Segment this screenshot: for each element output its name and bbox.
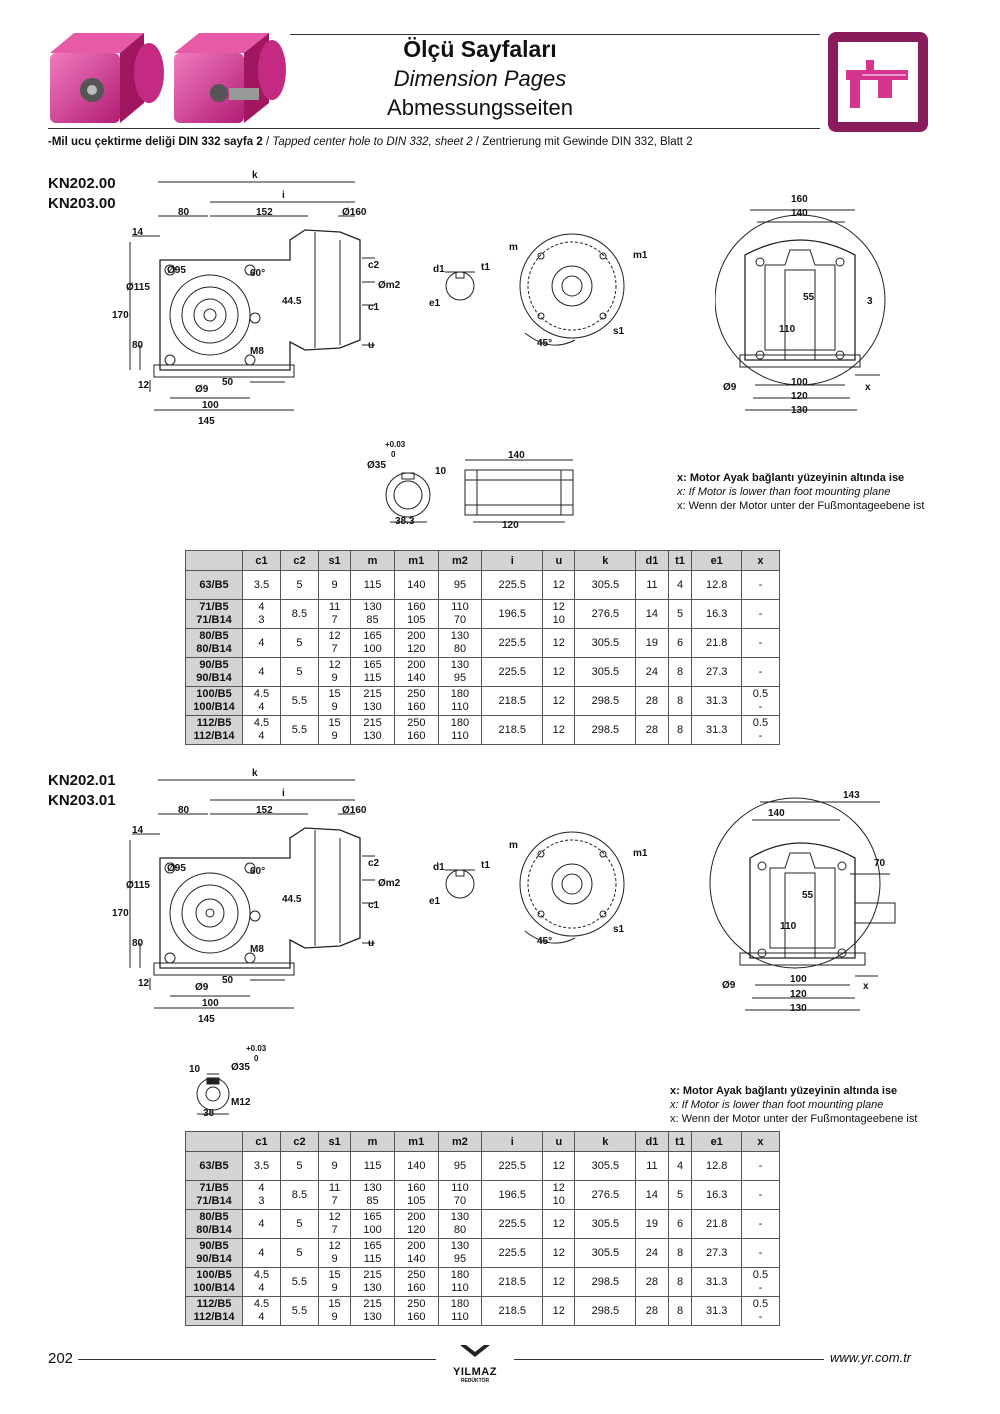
footer-rule-left [78,1359,436,1360]
cell-d1: 19 [636,1210,668,1239]
cell-c1: 4 3 [243,600,281,629]
brand-logo: YILMAZ REDÜKTÖR [440,1345,510,1384]
cell-k: 305.5 [575,571,636,600]
page-title-de: Abmessungsseiten [387,95,573,120]
cell-u: 12 10 [543,600,575,629]
cell-m1: 250 160 [394,716,438,745]
cell-s1: 15 9 [318,716,350,745]
table-header-cell [186,551,243,571]
table-header-cell: e1 [692,1132,741,1152]
cell-x: - [741,1152,779,1181]
cell-i: 196.5 [482,600,543,629]
cell-c1: 3.5 [243,571,281,600]
cell-x: - [741,571,779,600]
cell-s1: 9 [318,571,350,600]
cell-t1: 8 [668,716,692,745]
table-header-cell: m [351,551,395,571]
cell-u: 12 [543,1297,575,1326]
cell-t1: 8 [668,658,692,687]
cell-m2: 180 110 [438,1297,482,1326]
cell-k: 276.5 [575,600,636,629]
table-row [186,1210,780,1239]
cell-i: 225.5 [482,1152,543,1181]
cell-m2: 180 110 [438,687,482,716]
table-header-cell: i [482,551,543,571]
cell-c2: 5 [280,1239,318,1268]
table-header-cell: k [575,1132,636,1152]
cell-m1: 250 160 [394,1297,438,1326]
cell-d1: 24 [636,658,668,687]
cell-e1: 12.8 [692,571,741,600]
cell-m2: 95 [438,1152,482,1181]
cell-c1: 3.5 [243,1152,281,1181]
table-header-cell: i [482,1132,543,1152]
hollow-shaft-drawing-1: +0.03 0 Ø35 10 38.3 140 120 [365,440,590,535]
cell-t1: 4 [668,1152,692,1181]
cell-m2: 180 110 [438,716,482,745]
cell-c2: 5.5 [280,1268,318,1297]
center-hole-note: -Mil ucu çektirme deliği DIN 332 sayfa 2 / Tapped center hole to DIN 332, sheet 2 / Zentrierung mit Gewinde DIN 332, Blatt 2 [48,136,693,148]
cell-t1: 6 [668,629,692,658]
table-header-cell: k [575,551,636,571]
cell-m2: 110 70 [438,1181,482,1210]
table-row [186,658,780,687]
cell-m2: 180 110 [438,1268,482,1297]
dimension-table-1 [185,550,780,745]
cell-k: 276.5 [575,1181,636,1210]
cell-i: 225.5 [482,1210,543,1239]
cell-u: 12 [543,571,575,600]
cell-e1: 21.8 [692,629,741,658]
cell-m: 130 85 [351,600,395,629]
table-header-cell: u [543,1132,575,1152]
cell-c1: 4 [243,1239,281,1268]
cell-s1: 12 7 [318,629,350,658]
cell-k: 298.5 [575,1297,636,1326]
cell-e1: 12.8 [692,1152,741,1181]
cell-u: 12 [543,1268,575,1297]
shaft-key-drawing-1: d1 t1 e1 [429,262,490,309]
table-header-cell: x [741,1132,779,1152]
cell-m: 215 130 [351,1297,395,1326]
cell-u: 12 [543,629,575,658]
cell-m2: 110 70 [438,600,482,629]
cell-m1: 160 105 [394,1181,438,1210]
table-header-row [186,1132,780,1152]
cell-x: - [741,1210,779,1239]
row-label: 80/B5 80/B14 [186,1210,243,1239]
cell-k: 305.5 [575,1152,636,1181]
caliper-icon [826,30,930,134]
cell-c1: 4 [243,658,281,687]
table-header-cell: d1 [636,1132,668,1152]
cell-e1: 16.3 [692,600,741,629]
cell-d1: 28 [636,716,668,745]
cell-e1: 31.3 [692,1268,741,1297]
cell-k: 305.5 [575,1239,636,1268]
row-label: 90/B5 90/B14 [186,658,243,687]
cell-m: 165 115 [351,658,395,687]
model-label-2: KN202.01 KN203.01 [48,772,116,809]
cell-m1: 200 140 [394,1239,438,1268]
gearbox-side-drawing-2: k i 80 152 Ø160 14 Ø95 Ø115 170 80 12 Ø9 50 100 145 44.5 c2 Øm2 c1 u M8 60° [112,768,401,1025]
cell-s1: 12 9 [318,658,350,687]
cell-i: 225.5 [482,1239,543,1268]
header-rule-bottom [48,128,820,129]
table-header-cell: e1 [692,551,741,571]
table-header-cell: c2 [280,551,318,571]
cell-x: 0.5 - [741,1297,779,1326]
table-header-cell: c2 [280,1132,318,1152]
shaft-end-drawing-2: +0.03 0 Ø35 10 38 M12 [189,1044,267,1119]
cell-c1: 4 3 [243,1181,281,1210]
cell-t1: 8 [668,1297,692,1326]
cell-u: 12 [543,658,575,687]
cell-c2: 5 [280,1210,318,1239]
dimension-table-2 [185,1131,780,1326]
table-header-cell: s1 [318,1132,350,1152]
gearbox-front-drawing-2: 143 140 70 55 110 Ø9 100 120 130 x [700,788,900,1018]
cell-s1: 11 7 [318,1181,350,1210]
cell-m: 215 130 [351,1268,395,1297]
cell-s1: 9 [318,1152,350,1181]
cell-m2: 130 95 [438,658,482,687]
table-header-cell: t1 [668,551,692,571]
page-title-tr: Ölçü Sayfaları [403,36,557,62]
cell-t1: 8 [668,687,692,716]
cell-k: 305.5 [575,629,636,658]
page-number: 202 [48,1350,74,1367]
cell-s1: 12 9 [318,1239,350,1268]
cell-m2: 130 95 [438,1239,482,1268]
cell-c2: 5 [280,571,318,600]
cell-m2: 130 80 [438,629,482,658]
cell-c1: 4 [243,1210,281,1239]
cell-s1: 15 9 [318,1297,350,1326]
table-row [186,1152,780,1181]
table-header-cell: t1 [668,1132,692,1152]
row-label: 71/B5 71/B14 [186,600,243,629]
cell-k: 305.5 [575,1210,636,1239]
cell-m1: 200 140 [394,658,438,687]
cell-c1: 4.5 4 [243,716,281,745]
flange-drawing-2: m m1 s1 45° [505,826,650,956]
cell-c2: 5.5 [280,687,318,716]
cell-t1: 5 [668,1181,692,1210]
cell-t1: 6 [668,1210,692,1239]
table-header-cell: s1 [318,551,350,571]
cell-s1: 12 7 [318,1210,350,1239]
cell-d1: 28 [636,1297,668,1326]
cell-k: 298.5 [575,716,636,745]
cell-k: 305.5 [575,658,636,687]
motor-note-2: x: Motor Ayak bağlantı yüzeyinin altında ise x: If Motor is lower than foot mounting plane x: Wenn der Motor unter der Fußmontageebene ist [670,1085,918,1125]
cell-s1: 15 9 [318,1268,350,1297]
cell-c1: 4.5 4 [243,1268,281,1297]
motor-note-1: x: Motor Ayak bağlantı yüzeyinin altında ise x: If Motor is lower than foot mounting plane x: Wenn der Motor unter der Fußmontageebene ist [677,472,925,512]
flange-drawing-1: m m1 s1 45° [505,228,650,358]
cell-m1: 250 160 [394,687,438,716]
cell-m1: 250 160 [394,1268,438,1297]
cell-c1: 4.5 4 [243,1297,281,1326]
cell-m: 130 85 [351,1181,395,1210]
cell-x: - [741,629,779,658]
table-row [186,600,780,629]
row-label: 71/B5 71/B14 [186,1181,243,1210]
cell-u: 12 [543,1239,575,1268]
cell-i: 218.5 [482,716,543,745]
shaft-key-drawing-2: d1 t1 e1 [429,860,490,907]
gearbox-front-drawing-1: 160 140 55 3 110 Ø9 100 120 130 x [715,190,895,420]
table-header-row [186,551,780,571]
cell-c1: 4.5 4 [243,687,281,716]
cell-i: 196.5 [482,1181,543,1210]
cell-c2: 5 [280,1152,318,1181]
cell-c2: 5 [280,629,318,658]
table-row [186,1181,780,1210]
cell-m: 165 115 [351,1239,395,1268]
row-label: 100/B5 100/B14 [186,687,243,716]
table-row [186,1239,780,1268]
cell-m: 165 100 [351,629,395,658]
cell-c2: 5.5 [280,1297,318,1326]
table-header-cell: m2 [438,551,482,571]
cell-d1: 24 [636,1239,668,1268]
cell-c2: 8.5 [280,1181,318,1210]
cell-c2: 8.5 [280,600,318,629]
cell-d1: 14 [636,600,668,629]
row-label: 112/B5 112/B14 [186,716,243,745]
cell-m: 215 130 [351,687,395,716]
cell-u: 12 10 [543,1181,575,1210]
header-rule-top [290,34,820,35]
cell-m: 115 [351,1152,395,1181]
cell-c2: 5.5 [280,716,318,745]
table-header-cell: m1 [394,551,438,571]
cell-x: 0.5 - [741,716,779,745]
cell-t1: 8 [668,1239,692,1268]
table-header-cell: m1 [394,1132,438,1152]
table-header-cell: u [543,551,575,571]
cell-x: - [741,1239,779,1268]
table-row [186,1268,780,1297]
cell-e1: 31.3 [692,716,741,745]
cell-u: 12 [543,716,575,745]
cell-e1: 27.3 [692,1239,741,1268]
cell-u: 12 [543,1210,575,1239]
cell-d1: 14 [636,1181,668,1210]
cell-i: 218.5 [482,1268,543,1297]
table-header-cell: m [351,1132,395,1152]
cell-e1: 27.3 [692,658,741,687]
cell-e1: 31.3 [692,1297,741,1326]
cell-m1: 200 120 [394,1210,438,1239]
row-label: 63/B5 [186,1152,243,1181]
gearbox-side-drawing-1: k i 80 152 Ø160 14 Ø95 Ø115 170 80 12 Ø9 50 100 145 44.5 c2 Øm2 c1 u M8 60° [112,170,401,427]
cell-k: 298.5 [575,687,636,716]
row-label: 80/B5 80/B14 [186,629,243,658]
row-label: 90/B5 90/B14 [186,1239,243,1268]
cell-m: 215 130 [351,716,395,745]
row-label: 112/B5 112/B14 [186,1297,243,1326]
cell-m: 165 100 [351,1210,395,1239]
cell-e1: 16.3 [692,1181,741,1210]
table-header-cell: c1 [243,1132,281,1152]
cell-m: 115 [351,571,395,600]
footer-rule-right [514,1359,824,1360]
cell-x: 0.5 - [741,1268,779,1297]
cell-x: - [741,1181,779,1210]
cell-e1: 31.3 [692,687,741,716]
cell-k: 298.5 [575,1268,636,1297]
cell-m1: 140 [394,571,438,600]
table-header-cell [186,1132,243,1152]
row-label: 63/B5 [186,571,243,600]
model-label-1: KN202.00 KN203.00 [48,175,116,212]
cell-m1: 140 [394,1152,438,1181]
table-row [186,1297,780,1326]
table-row [186,571,780,600]
cell-c1: 4 [243,629,281,658]
cell-t1: 5 [668,600,692,629]
cell-x: - [741,600,779,629]
cell-t1: 4 [668,571,692,600]
cell-u: 12 [543,1152,575,1181]
cell-m2: 130 80 [438,1210,482,1239]
cell-s1: 15 9 [318,687,350,716]
cell-d1: 11 [636,1152,668,1181]
row-label: 100/B5 100/B14 [186,1268,243,1297]
cell-s1: 11 7 [318,600,350,629]
cell-i: 225.5 [482,629,543,658]
cell-d1: 19 [636,629,668,658]
cell-i: 225.5 [482,658,543,687]
table-header-cell: x [741,551,779,571]
cell-x: - [741,658,779,687]
cell-m2: 95 [438,571,482,600]
table-header-cell: c1 [243,551,281,571]
cell-e1: 21.8 [692,1210,741,1239]
page-title-en: Dimension Pages [393,66,567,91]
table-header-cell: m2 [438,1132,482,1152]
cell-x: 0.5 - [741,687,779,716]
cell-c2: 5 [280,658,318,687]
cell-i: 225.5 [482,571,543,600]
cell-m1: 200 120 [394,629,438,658]
website-url: www.yr.com.tr [830,1350,912,1365]
cell-i: 218.5 [482,1297,543,1326]
table-row [186,629,780,658]
cell-u: 12 [543,687,575,716]
table-header-cell: d1 [636,551,668,571]
cell-d1: 11 [636,571,668,600]
table-row [186,687,780,716]
cell-t1: 8 [668,1268,692,1297]
cell-d1: 28 [636,1268,668,1297]
table-row [186,716,780,745]
cell-d1: 28 [636,687,668,716]
product-photo [44,18,289,128]
cell-m1: 160 105 [394,600,438,629]
cell-i: 218.5 [482,687,543,716]
